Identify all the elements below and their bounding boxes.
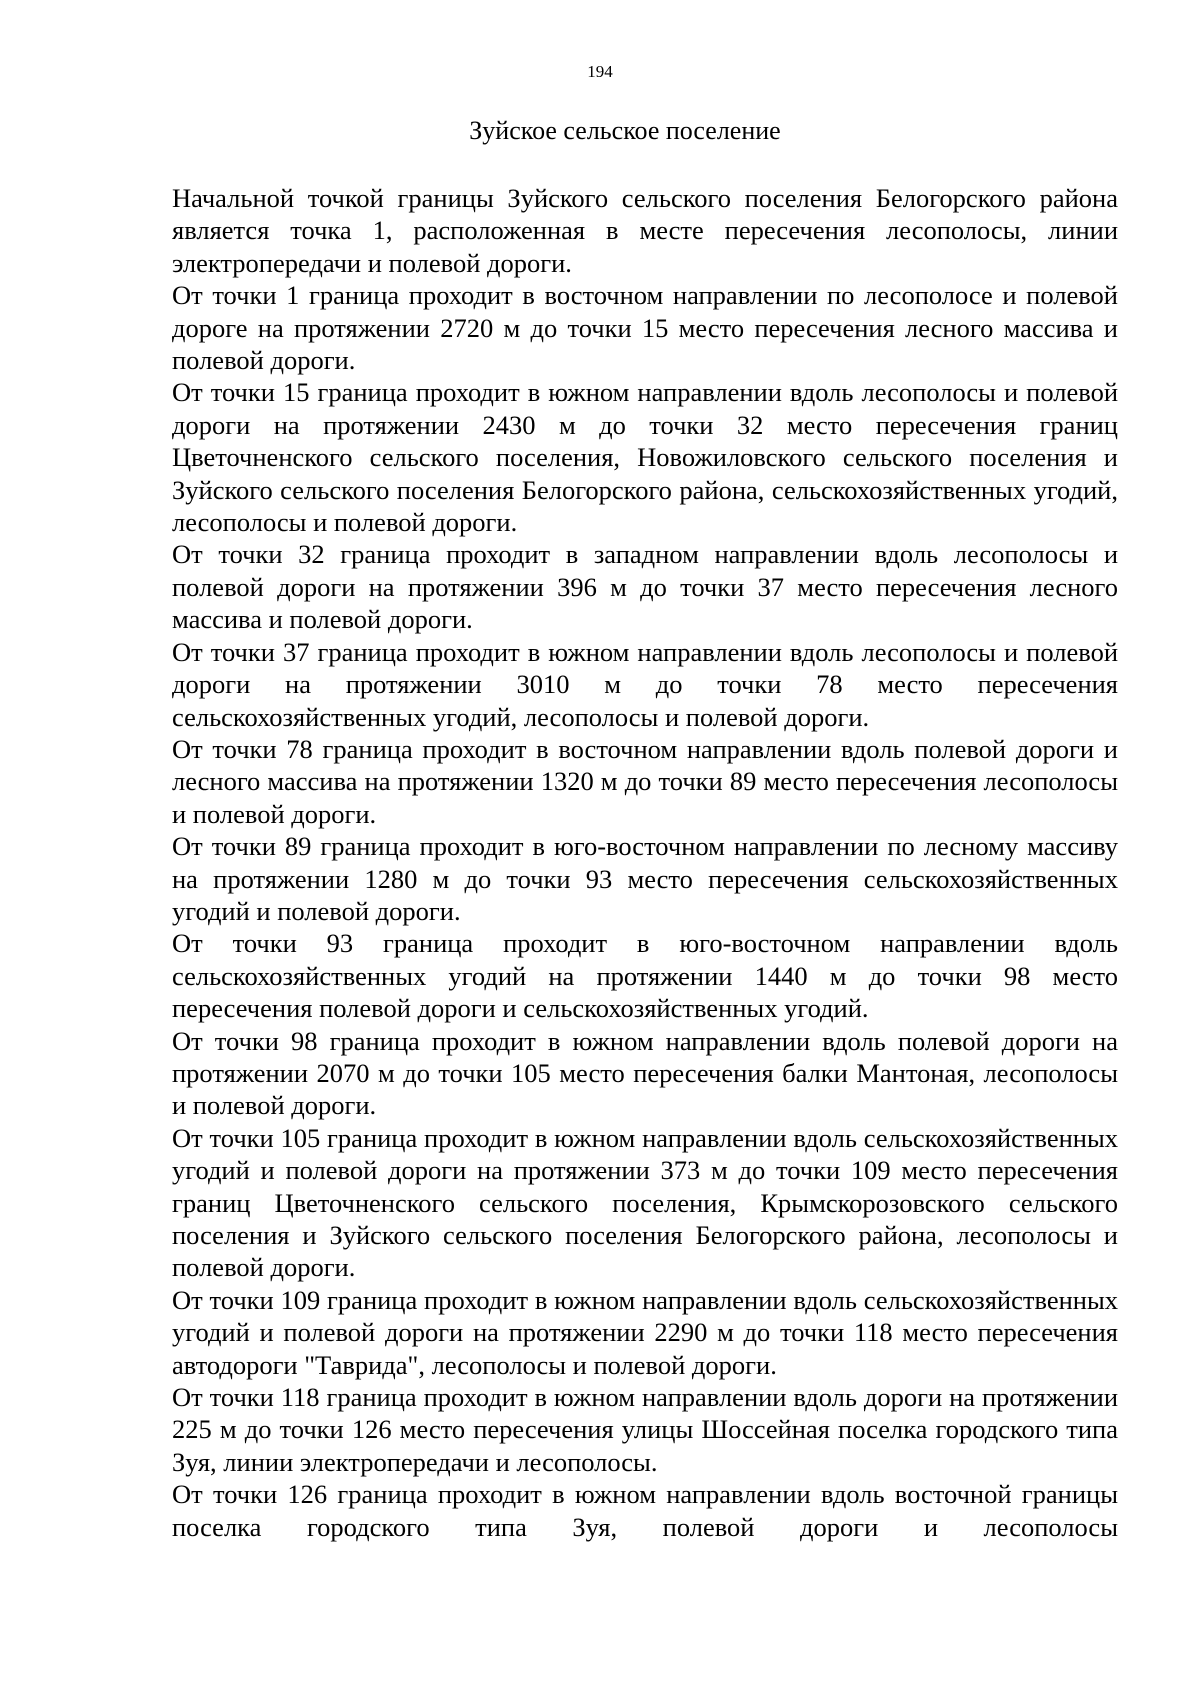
paragraph: От точки 32 граница проходит в западном направлении вдоль лесополосы и полевой дороги на протяжении 396 м до точки 37 место пересечения лесного массива и полевой дороги.	[172, 539, 1118, 635]
paragraph: От точки 109 граница проходит в южном направлении вдоль сельскохозяйственных угодий и полевой дороги на протяжении 2290 м до точки 118 место пересечения автодороги "Таврида", лесополосы и полевой дороги.	[172, 1284, 1118, 1380]
paragraph: От точки 37 граница проходит в южном направлении вдоль лесополосы и полевой дороги на протяжении 3010 м до точки 78 место пересечения сельскохозяйственных угодий, лесополосы и полевой дороги.	[172, 636, 1118, 732]
paragraph: От точки 126 граница проходит в южном направлении вдоль восточной границы поселка городского типа Зуя, полевой дороги и лесополосы	[172, 1479, 1118, 1542]
paragraph: От точки 105 граница проходит в южном направлении вдоль сельскохозяйственных угодий и полевой дороги на протяжении 373 м до точки 109 место пересечения границ Цветочненского сельского поселения, Крымскорозовского сельского поселения и Зуйского сельского поселения Белогорского района, лесополосы и полевой дороги.	[172, 1122, 1118, 1283]
paragraph: От точки 89 граница проходит в юго-восточном направлении по лесному массиву на протяжении 1280 м до точки 93 место пересечения сельскохозяйственных угодий и полевой дороги.	[172, 831, 1118, 926]
document-body	[172, 182, 1118, 1543]
paragraph: Начальной точкой границы Зуйского сельского поселения Белогорского района является точка 1, расположенная в месте пересечения лесополосы, линии электропередачи и полевой дороги.	[172, 183, 1118, 278]
paragraph: От точки 15 граница проходит в южном направлении вдоль лесополосы и полевой дороги на протяжении 2430 м до точки 32 место пересечения границ Цветочненского сельского поселения, Новожиловского сельского поселения и Зуйского сельского поселения Белогорского района, сельскохозяйственных угодий, лесополосы и полевой дороги.	[172, 377, 1118, 538]
paragraph: От точки 78 граница проходит в восточном направлении вдоль полевой дороги и лесного массива на протяжении 1320 м до точки 89 место пересечения лесополосы и полевой дороги.	[172, 733, 1118, 829]
paragraph: От точки 1 граница проходит в восточном направлении по лесополосе и полевой дороге на протяжении 2720 м до точки 15 место пересечения лесного массива и полевой дороги.	[172, 280, 1118, 376]
document-title: Зуйское сельское поселение	[469, 116, 781, 145]
paragraph: От точки 98 граница проходит в южном направлении вдоль полевой дороги на протяжении 2070 м до точки 105 место пересечения балки Мантоная, лесополосы и полевой дороги.	[172, 1025, 1118, 1121]
paragraph: От точки 93 граница проходит в юго-восточном направлении вдоль сельскохозяйственных угодий на протяжении 1440 м до точки 98 место пересечения полевой дороги и сельскохозяйственных угодий.	[172, 928, 1118, 1024]
paragraph: От точки 118 граница проходит в южном направлении вдоль дороги на протяжении 225 м до точки 126 место пересечения улицы Шоссейная поселка городского типа Зуя, линии электропередачи и лесополосы.	[172, 1382, 1118, 1477]
page-number: 194	[587, 62, 613, 81]
